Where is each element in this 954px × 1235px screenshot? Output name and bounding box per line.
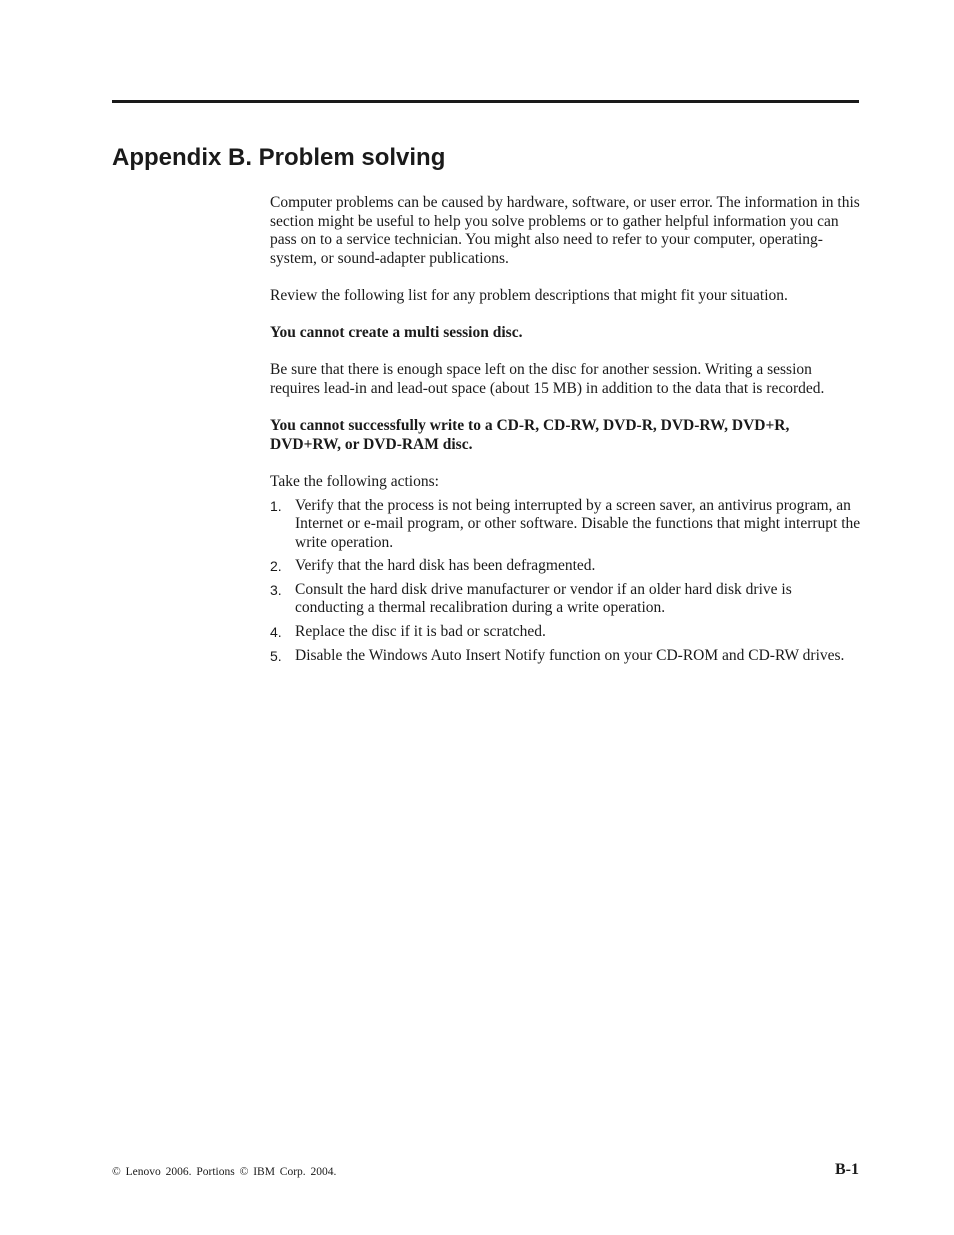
problem-heading-multisession: You cannot create a multi session disc.	[270, 324, 523, 342]
step-number: 5.	[270, 647, 282, 664]
list-item	[270, 581, 862, 618]
step-text: Verify that the hard disk has been defragmented.	[295, 557, 596, 575]
page-title: Appendix B. Problem solving	[112, 144, 446, 171]
action-steps-list	[270, 497, 862, 666]
step-text: Consult the hard disk drive manufacturer or vendor if an older hard disk drive is conducting a thermal recalibration during a write operation.	[295, 580, 792, 617]
step-text: Verify that the process is not being interrupted by a screen saver, an antivirus program, an Internet or e-mail program, or other software. Disable the functions that might interrupt the write operation.	[295, 496, 861, 551]
list-item	[270, 557, 862, 576]
list-item	[270, 497, 862, 553]
main-content	[270, 194, 862, 670]
header-rule	[112, 100, 859, 103]
list-item	[270, 623, 862, 642]
footer-copyright: © Lenovo 2006. Portions © IBM Corp. 2004.	[112, 1166, 337, 1178]
actions-lead: Take the following actions:	[270, 472, 439, 490]
list-item	[270, 647, 862, 666]
intro-paragraph: Computer problems can be caused by hardware, software, or user error. The information in this section might be useful to help you solve problems or to gather helpful information you can pass on to a service technician. You might also need to refer to your computer, operating-system, or sound-adapter publications.	[270, 194, 860, 267]
step-number: 1.	[270, 497, 282, 514]
step-text: Disable the Windows Auto Insert Notify function on your CD-ROM and CD-RW drives.	[295, 646, 845, 664]
problem-heading-write-failure: You cannot successfully write to a CD-R, CD-RW, DVD-R, DVD-RW, DVD+R, DVD+RW, or DVD-RAM disc.	[270, 417, 790, 453]
problem-text-multisession: Be sure that there is enough space left on the disc for another session. Writing a session requires lead-in and lead-out space (about 15 MB) in addition to the data that is recorded.	[270, 361, 825, 397]
step-text: Replace the disc if it is bad or scratched.	[295, 623, 546, 641]
step-number: 2.	[270, 558, 282, 575]
step-number: 4.	[270, 624, 282, 641]
step-number: 3.	[270, 581, 282, 598]
review-paragraph: Review the following list for any problem descriptions that might fit your situation.	[270, 286, 788, 304]
page-number: B-1	[835, 1161, 859, 1178]
